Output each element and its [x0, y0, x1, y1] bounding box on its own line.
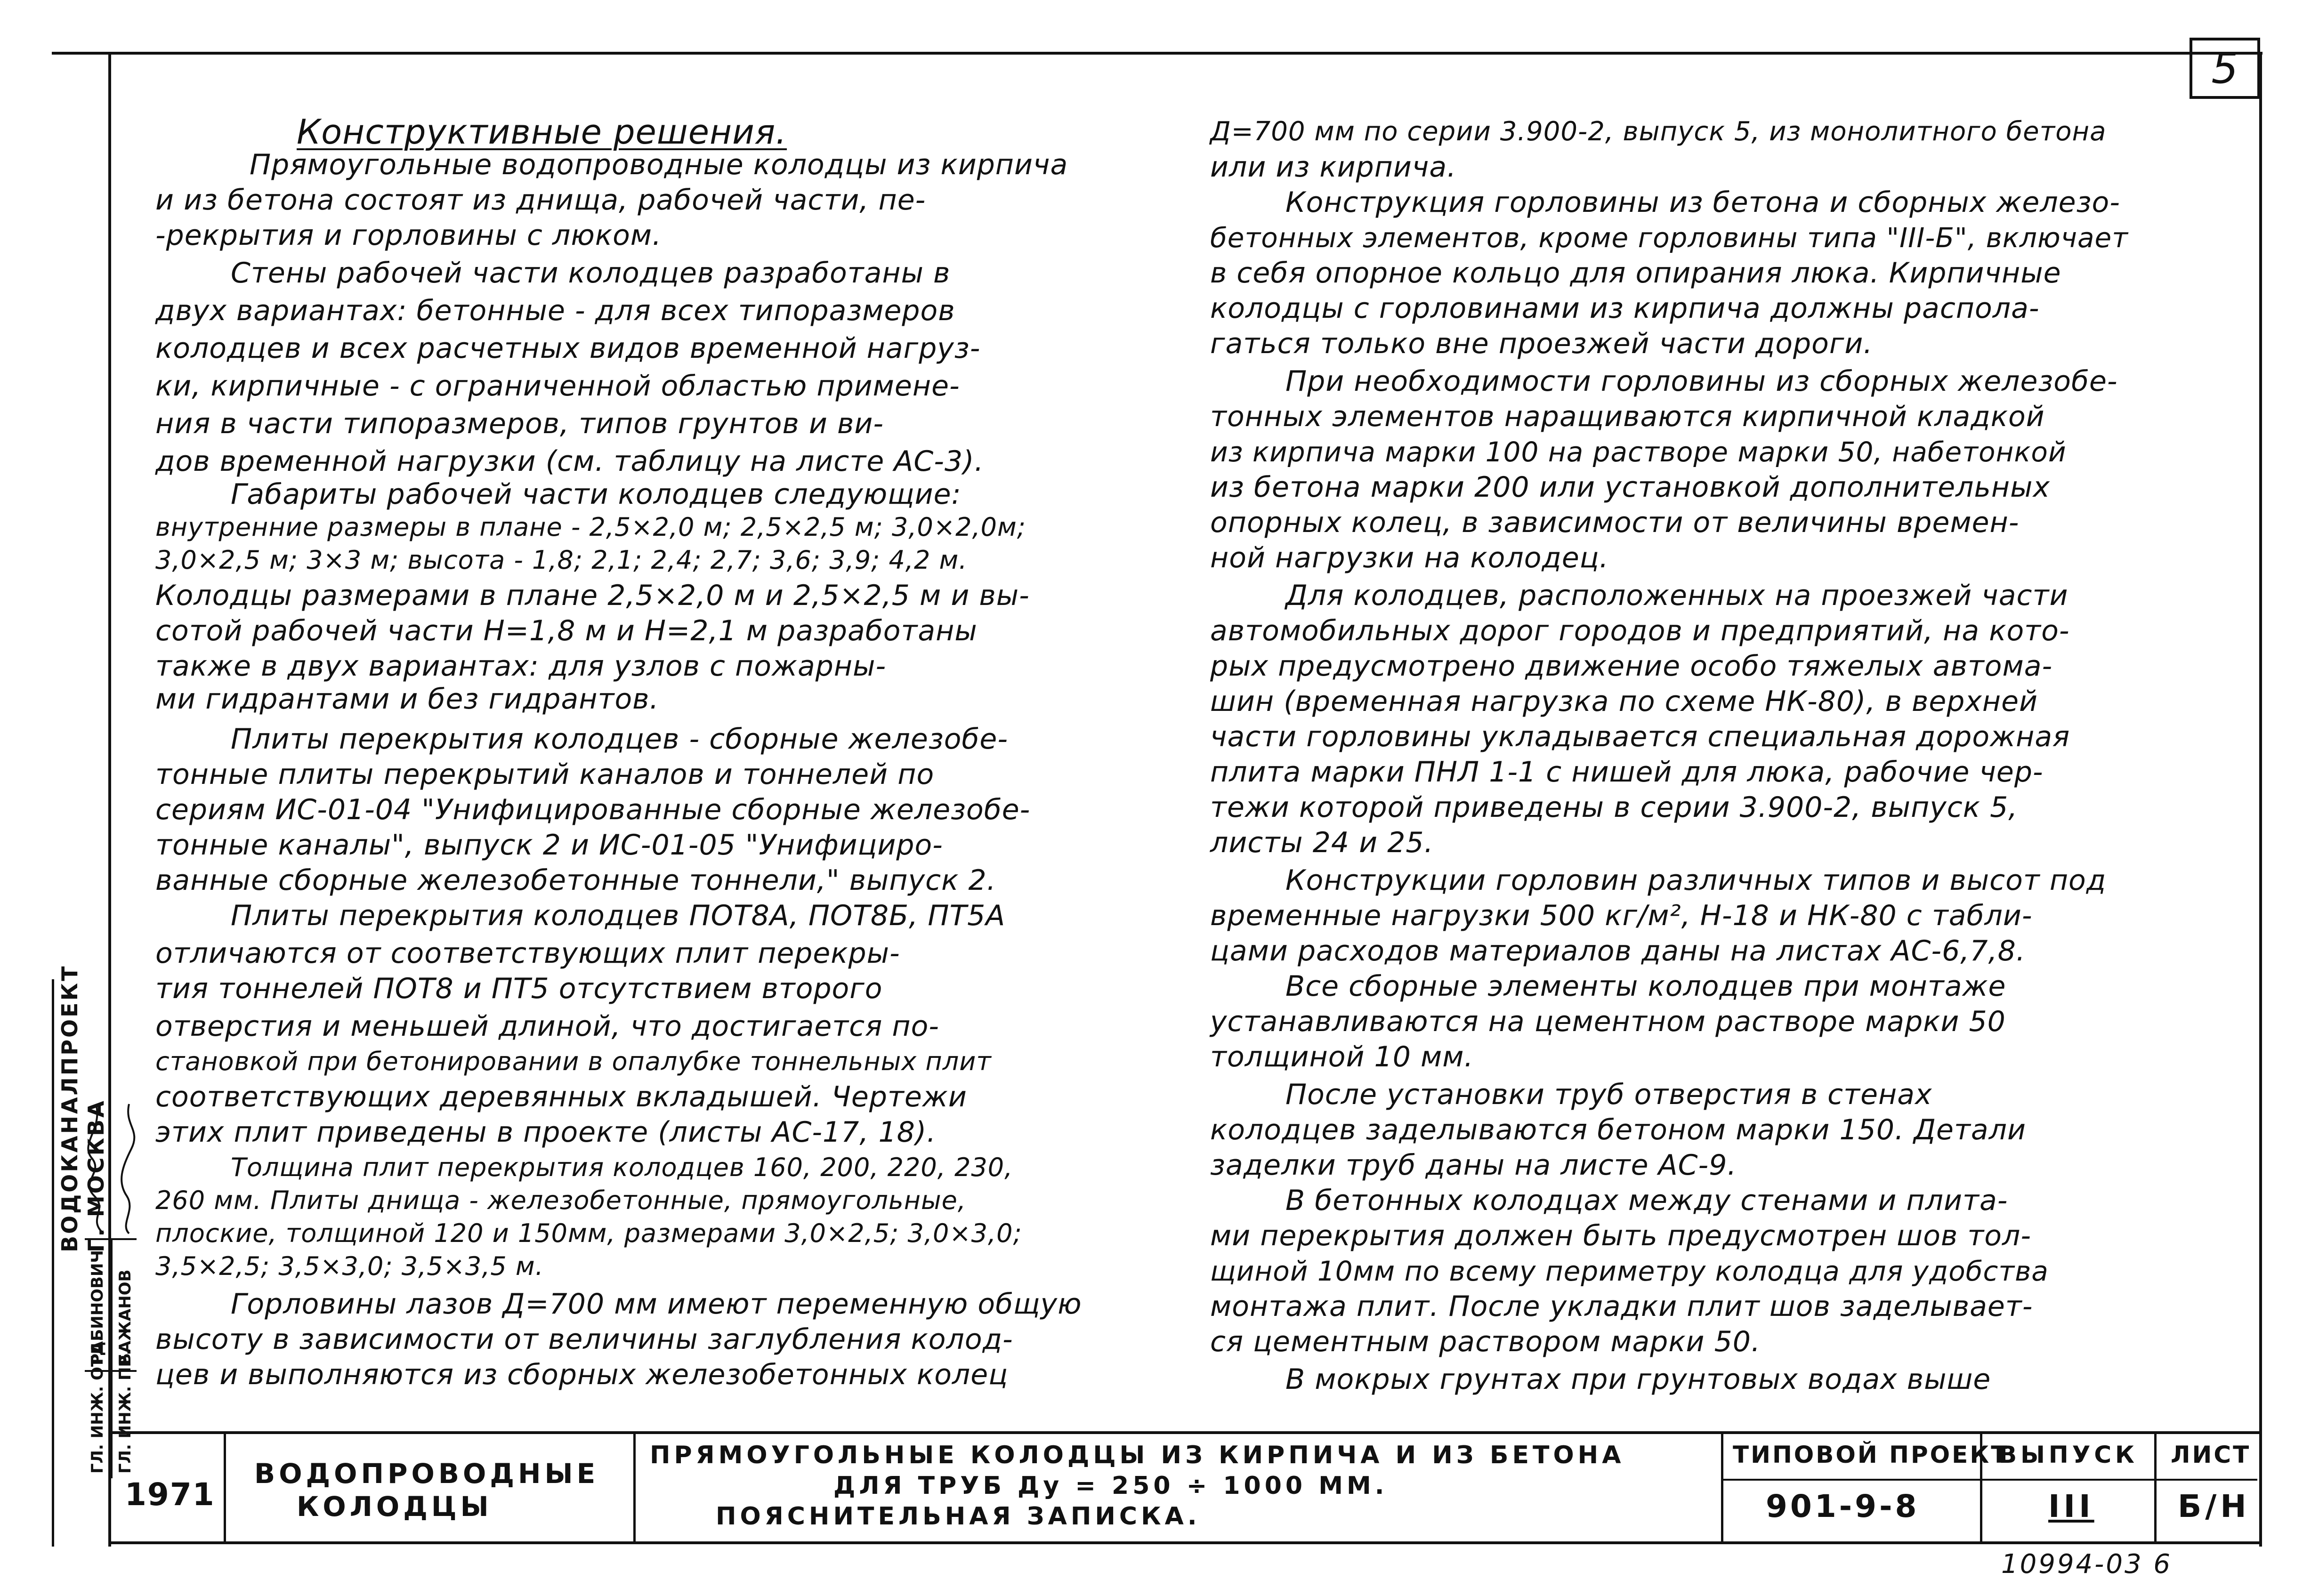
handwritten-signature-2 [115, 1097, 141, 1238]
text-line: также в двух вариантах: для узлов с пожарны- [155, 650, 887, 683]
frame-right-line [2259, 52, 2262, 1547]
text-line: этих плит приведены в проекте (листы АС-17, 18). [155, 1116, 937, 1149]
tb-year: 1971 [125, 1476, 215, 1513]
organization-name: ВОДОКАНАЛПРОЕКТ [57, 964, 82, 1252]
text-line: опорных колец, в зависимости от величины времен- [1210, 506, 2020, 539]
text-line: При необходимости горловины из сборных железобе- [1285, 365, 2118, 398]
text-line: Конструкции горловин различных типов и высот под [1285, 864, 2107, 897]
text-line: внутренние размеры в плане - 2,5×2,0 м; 2,5×2,5 м; 3,0×2,0м; [155, 512, 1026, 542]
tb-project-label: ТИПОВОЙ ПРОЕКТ [1733, 1441, 2009, 1468]
text-line: колодцев заделываются бетоном марки 150. Детали [1210, 1113, 2027, 1146]
tb-subject-line2: КОЛОДЦЫ [297, 1491, 493, 1523]
tb-issue-label: ВЫПУСК [1999, 1441, 2138, 1468]
text-line: тонных элементов наращиваются кирпичной кладкой [1210, 400, 2045, 433]
text-line: колодцы с горловинами из кирпича должны распола- [1210, 292, 2040, 325]
text-line: из кирпича марки 100 на растворе марки 50, набетонкой [1210, 436, 2067, 468]
left-text-column [155, 113, 1168, 1431]
text-line: тия тоннелей ПОТ8 и ПТ5 отсутствием второго [155, 972, 883, 1005]
tb-subject-cell [226, 1434, 636, 1541]
text-line: высоту в зависимости от величины заглубления колод- [155, 1323, 1013, 1356]
text-line: В мокрых грунтах при грунтовых водах выше [1285, 1363, 1991, 1396]
text-line: После установки труб отверстия в стенах [1285, 1078, 1932, 1111]
tb-mid-divider [1723, 1479, 2257, 1481]
text-line: Конструкция горловины из бетона и сборных железо- [1285, 186, 2120, 219]
text-line: ки, кирпичные - с ограниченной областью примене- [155, 370, 960, 403]
tb-title-line1: ПРЯМОУГОЛЬНЫЕ КОЛОДЦЫ ИЗ КИРПИЧА И ИЗ БЕТОНА [650, 1441, 1625, 1469]
text-line: в себя опорное кольцо для опирания люка. Кирпичные [1210, 257, 2061, 290]
organization-stamp-text [57, 965, 109, 1252]
text-line: монтажа плит. После укладки плит шов заделывает- [1210, 1290, 2033, 1323]
text-line: 260 мм. Плиты днища - железобетонные, прямоугольные, [155, 1185, 967, 1215]
text-line: щиной 10мм по всему периметру колодца для удобства [1210, 1255, 2049, 1287]
text-line: заделки труб даны на листе АС-9. [1210, 1149, 1737, 1182]
text-line: ния в части типоразмеров, типов грунтов и ви- [155, 407, 884, 440]
text-line: или из кирпича. [1210, 151, 1457, 184]
text-line: части горловины укладывается специальная дорожная [1210, 720, 2070, 753]
stamp-name-2: БАЖАНОВ [111, 1240, 138, 1370]
text-line: гаться только вне проезжей части дороги. [1210, 327, 1873, 360]
text-line: Колодцы размерами в плане 2,5×2,0 м и 2,5×2,5 м и вы- [155, 579, 1030, 612]
tb-project-cell [1723, 1434, 2009, 1541]
text-line: Габариты рабочей части колодцев следующие: [231, 478, 962, 511]
tb-year-cell [108, 1434, 226, 1541]
tb-sheet-label: ЛИСТ [2171, 1441, 2251, 1468]
text-line: плоские, толщиной 120 и 150мм, размерами 3,0×2,5; 3,0×3,0; [155, 1218, 1022, 1248]
frame-outer-left-line [52, 979, 54, 1547]
tb-issue-cell [1982, 1434, 2157, 1541]
text-line: ми перекрытия должен быть предусмотрен шов тол- [1210, 1219, 2031, 1252]
right-text-column [1210, 113, 2246, 1431]
text-line: -рекрытия и горловины с люком. [155, 219, 662, 252]
text-line: Плиты перекрытия колодцев ПОТ8А, ПОТ8Б, ПТ5А [231, 899, 1006, 932]
stamp-role-chief-engineer-project: ГЛ. ИНЖ. ПР. [111, 1372, 138, 1478]
text-line: отличаются от соответствующих плит перекры- [155, 937, 900, 970]
text-line: ванные сборные железобетонные тоннели," выпуск 2. [155, 864, 996, 897]
text-line: Горловины лазов Д=700 мм имеют переменную общую [231, 1288, 1082, 1321]
text-line: Плиты перекрытия колодцев - сборные железобе- [231, 723, 1008, 756]
text-line: Прямоугольные водопроводные колодцы из кирпича [250, 148, 1068, 181]
section-heading: Конструктивные решения. [297, 112, 787, 152]
text-line: устанавливаются на цементном растворе марки 50 [1210, 1005, 2006, 1038]
text-line: цев и выполняются из сборных железобетонных колец [155, 1358, 1009, 1391]
organization-city: Г. МОСКВА [83, 1099, 109, 1252]
text-line: ми гидрантами и без гидрантов. [155, 683, 659, 716]
tb-issue-value: III [2048, 1488, 2094, 1524]
text-line: Д=700 мм по серии 3.900-2, выпуск 5, из монолитного бетона [1210, 116, 2107, 147]
tb-project-value: 901-9-8 [1766, 1488, 1920, 1524]
text-line: Для колодцев, расположенных на проезжей части [1285, 579, 2069, 612]
frame-top-line [52, 52, 2262, 55]
text-line: и из бетона состоят из днища, рабочей части, пе- [155, 184, 926, 217]
text-line: отверстия и меньшей длиной, что достигается по- [155, 1010, 939, 1043]
tb-title-line2: ДЛЯ ТРУБ Ду = 250 ÷ 1000 ММ. [833, 1472, 1388, 1500]
text-line: ся цементным раствором марки 50. [1210, 1325, 1761, 1358]
text-line: 3,0×2,5 м; 3×3 м; высота - 1,8; 2,1; 2,4; 2,7; 3,6; 3,9; 4,2 м. [155, 545, 968, 575]
text-line: 3,5×2,5; 3,5×3,0; 3,5×3,5 м. [155, 1251, 544, 1281]
text-line: рых предусмотрено движение особо тяжелых автома- [1210, 650, 2053, 683]
document-code: 10994-03 6 [2001, 1549, 2173, 1580]
text-line: соответствующих деревянных вкладышей. Чертежи [155, 1080, 967, 1113]
text-line: толщиной 10 мм. [1210, 1040, 1474, 1073]
page-number: 5 [2211, 44, 2238, 93]
text-line: сериям ИС-01-04 "Унифицированные сборные железобе- [155, 793, 1031, 826]
page-number-box [2190, 38, 2260, 99]
text-line: временные нагрузки 500 кг/м², Н-18 и НК-80 с табли- [1210, 899, 2033, 932]
text-line: шин (временная нагрузка по схеме НК-80), в верхней [1210, 685, 2038, 718]
text-line: колодцев и всех расчетных видов временной нагруз- [155, 332, 981, 365]
stamp-role-chief-engineer-dept: ГЛ. ИНЖ. ОТД. [88, 1335, 107, 1474]
tb-sheet-cell [2157, 1434, 2257, 1541]
text-line: Стены рабочей части колодцев разработаны в [231, 257, 951, 290]
tb-title-line3: ПОЯСНИТЕЛЬНАЯ ЗАПИСКА. [716, 1502, 1201, 1531]
text-line: становкой при бетонировании в опалубке тоннельных плит [155, 1047, 992, 1076]
text-line: сотой рабочей части Н=1,8 м и Н=2,1 м разработаны [155, 614, 978, 647]
stamp-name-1: РАБИНОВИЧ [88, 1250, 107, 1365]
tb-subject-line1: ВОДОПРОВОДНЫЕ [254, 1458, 599, 1490]
text-line: ной нагрузки на колодец. [1210, 541, 1609, 574]
title-block [108, 1431, 2260, 1544]
text-line: плита марки ПНЛ 1-1 с нишей для люка, рабочие чер- [1210, 756, 2044, 789]
text-line: Толщина плит перекрытия колодцев 160, 200, 220, 230, [231, 1153, 1013, 1182]
text-line: тонные каналы", выпуск 2 и ИС-01-05 "Унифициро- [155, 829, 943, 862]
text-line: автомобильных дорог городов и предприятий, на кото- [1210, 614, 2070, 647]
tb-title-cell [636, 1434, 1723, 1541]
text-line: двух вариантах: бетонные - для всех типоразмеров [155, 294, 955, 327]
text-line: тонные плиты перекрытий каналов и тоннелей по [155, 758, 935, 791]
stamp-name-column [85, 1238, 137, 1370]
text-line: листы 24 и 25. [1210, 826, 1434, 859]
tb-sheet-value: Б/Н [2178, 1488, 2250, 1524]
text-line: тежи которой приведены в серии 3.900-2, выпуск 5, [1210, 791, 2018, 824]
text-line: дов временной нагрузки (см. таблицу на листе АС-3). [155, 445, 984, 478]
text-line: бетонных элементов, кроме горловины типа "III-Б", включает [1210, 222, 2128, 254]
text-line: В бетонных колодцах между стенами и плита- [1285, 1184, 2008, 1217]
text-line: Все сборные элементы колодцев при монтаже [1285, 970, 2006, 1003]
text-line: цами расходов материалов даны на листах АС-6,7,8. [1210, 935, 2026, 967]
text-line: из бетона марки 200 или установкой дополнительных [1210, 471, 2050, 504]
